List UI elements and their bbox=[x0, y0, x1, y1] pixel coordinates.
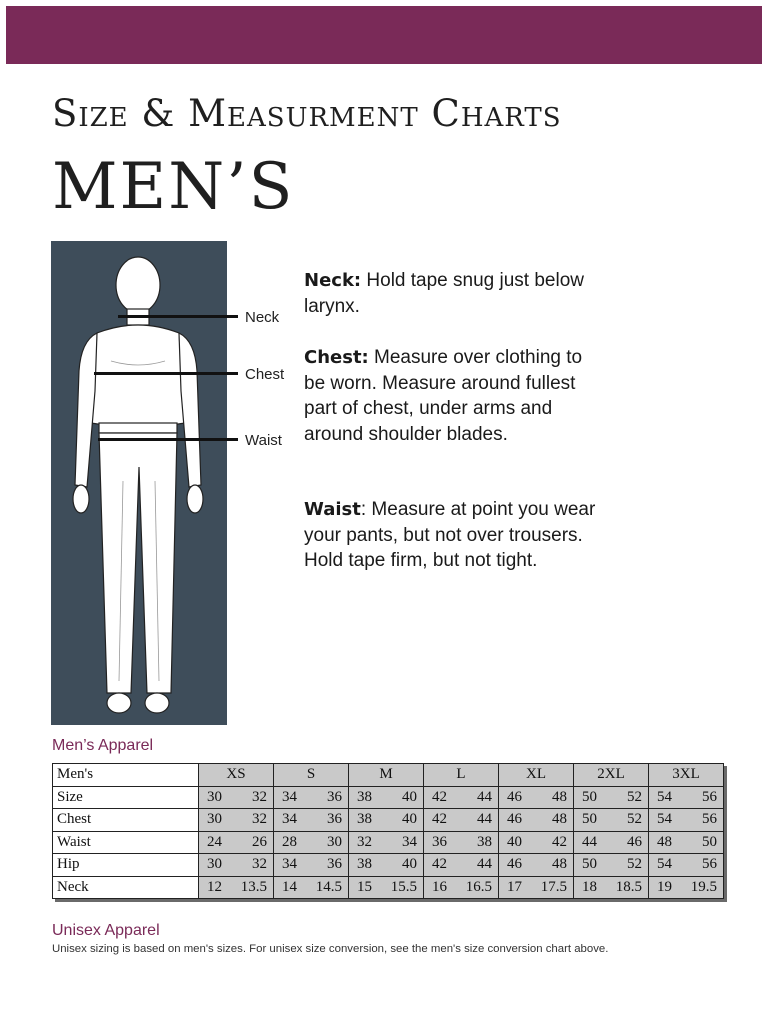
table-cell bbox=[199, 831, 274, 854]
table-cell bbox=[499, 786, 574, 809]
value-low: 42 bbox=[432, 856, 447, 873]
value-low: 40 bbox=[507, 833, 522, 850]
table-cell bbox=[274, 809, 349, 832]
value-high: 56 bbox=[702, 856, 717, 873]
value-pair bbox=[499, 856, 573, 873]
table-cell bbox=[574, 831, 649, 854]
table-cell bbox=[349, 809, 424, 832]
table-cell bbox=[574, 876, 649, 899]
value-pair bbox=[199, 811, 273, 828]
table-row bbox=[53, 854, 724, 877]
value-high: 40 bbox=[402, 856, 417, 873]
value-pair bbox=[424, 811, 498, 828]
neck-term: Neck: bbox=[304, 270, 362, 291]
value-pair bbox=[349, 811, 423, 828]
value-low: 30 bbox=[207, 811, 222, 828]
table-cell bbox=[349, 854, 424, 877]
table-row bbox=[53, 786, 724, 809]
value-pair bbox=[574, 834, 648, 851]
value-pair bbox=[499, 834, 573, 851]
table-cell bbox=[574, 854, 649, 877]
value-high: 48 bbox=[552, 811, 567, 828]
table-header-row bbox=[53, 764, 724, 787]
value-low: 46 bbox=[507, 856, 522, 873]
waist-measure-line bbox=[98, 438, 238, 441]
value-high: 50 bbox=[702, 833, 717, 850]
value-pair bbox=[649, 789, 723, 806]
value-high: 48 bbox=[552, 788, 567, 805]
value-pair bbox=[649, 811, 723, 828]
value-low: 12 bbox=[207, 878, 222, 895]
value-high: 32 bbox=[252, 788, 267, 805]
value-high: 44 bbox=[477, 811, 492, 828]
value-low: 15 bbox=[357, 878, 372, 895]
waist-colon: : bbox=[360, 499, 367, 520]
value-high: 52 bbox=[627, 811, 642, 828]
value-high: 52 bbox=[627, 788, 642, 805]
size-header-xs: XS bbox=[199, 764, 274, 787]
value-high: 46 bbox=[627, 833, 642, 850]
size-header-s: S bbox=[274, 764, 349, 787]
value-pair bbox=[499, 789, 573, 806]
value-pair bbox=[349, 789, 423, 806]
table-cell bbox=[349, 831, 424, 854]
value-high: 42 bbox=[552, 833, 567, 850]
table-row bbox=[53, 831, 724, 854]
row-label: Size bbox=[53, 786, 199, 809]
value-pair bbox=[274, 834, 348, 851]
table-cell bbox=[574, 786, 649, 809]
value-high: 30 bbox=[327, 833, 342, 850]
row-label: Neck bbox=[53, 876, 199, 899]
value-pair bbox=[199, 789, 273, 806]
value-low: 38 bbox=[357, 811, 372, 828]
value-high: 19.5 bbox=[690, 878, 717, 895]
value-low: 50 bbox=[582, 788, 597, 805]
value-low: 30 bbox=[207, 788, 222, 805]
table-cell bbox=[499, 809, 574, 832]
value-pair bbox=[574, 789, 648, 806]
table-cell bbox=[499, 854, 574, 877]
value-high: 32 bbox=[252, 811, 267, 828]
table-cell bbox=[649, 854, 724, 877]
value-low: 19 bbox=[657, 878, 672, 895]
value-pair bbox=[499, 879, 573, 896]
unisex-note: Unisex sizing is based on men's sizes. For unisex size conversion, see the men's size conversion chart above. bbox=[52, 943, 609, 955]
unisex-apparel-title: Unisex Apparel bbox=[52, 922, 160, 939]
table-cell bbox=[574, 809, 649, 832]
table-row bbox=[53, 876, 724, 899]
table-cell bbox=[274, 786, 349, 809]
row-label: Waist bbox=[53, 831, 199, 854]
chest-text: Measure over clothing to be worn. Measure around fullest part of chest, under arms and around shoulder blades. bbox=[304, 347, 583, 445]
value-pair bbox=[574, 856, 648, 873]
value-low: 24 bbox=[207, 833, 222, 850]
value-low: 34 bbox=[282, 788, 297, 805]
table-cell bbox=[424, 854, 499, 877]
chest-description bbox=[304, 345, 604, 447]
value-low: 34 bbox=[282, 811, 297, 828]
value-pair bbox=[574, 879, 648, 896]
table-cell bbox=[349, 786, 424, 809]
value-low: 46 bbox=[507, 811, 522, 828]
value-pair bbox=[349, 834, 423, 851]
table-cell bbox=[274, 876, 349, 899]
value-high: 15.5 bbox=[390, 878, 417, 895]
waist-label: Waist bbox=[245, 432, 282, 449]
value-pair bbox=[574, 811, 648, 828]
table-cell bbox=[649, 786, 724, 809]
value-high: 56 bbox=[702, 811, 717, 828]
value-high: 56 bbox=[702, 788, 717, 805]
value-low: 30 bbox=[207, 856, 222, 873]
value-low: 42 bbox=[432, 788, 447, 805]
size-header-3xl: 3XL bbox=[649, 764, 724, 787]
value-low: 14 bbox=[282, 878, 297, 895]
header-bar bbox=[6, 6, 762, 64]
table-cell bbox=[499, 876, 574, 899]
value-pair bbox=[199, 834, 273, 851]
table-cell bbox=[649, 831, 724, 854]
value-high: 26 bbox=[252, 833, 267, 850]
size-header-2xl: 2XL bbox=[574, 764, 649, 787]
value-low: 54 bbox=[657, 788, 672, 805]
value-low: 18 bbox=[582, 878, 597, 895]
value-high: 44 bbox=[477, 788, 492, 805]
value-low: 34 bbox=[282, 856, 297, 873]
neck-description bbox=[304, 268, 604, 319]
table-row bbox=[53, 809, 724, 832]
value-pair bbox=[424, 856, 498, 873]
neck-text: Hold tape snug just below larynx. bbox=[304, 270, 584, 317]
value-low: 54 bbox=[657, 856, 672, 873]
value-high: 16.5 bbox=[465, 878, 492, 895]
value-pair bbox=[499, 811, 573, 828]
size-header-m: M bbox=[349, 764, 424, 787]
table-cell bbox=[199, 876, 274, 899]
value-high: 17.5 bbox=[540, 878, 567, 895]
value-pair bbox=[274, 879, 348, 896]
table-corner: Men's bbox=[53, 764, 199, 787]
value-high: 14.5 bbox=[315, 878, 342, 895]
value-low: 28 bbox=[282, 833, 297, 850]
value-low: 17 bbox=[507, 878, 522, 895]
table-cell bbox=[649, 876, 724, 899]
table-cell bbox=[424, 876, 499, 899]
table-cell bbox=[649, 809, 724, 832]
table-cell bbox=[274, 831, 349, 854]
value-pair bbox=[424, 789, 498, 806]
value-low: 54 bbox=[657, 811, 672, 828]
table-cell bbox=[349, 876, 424, 899]
value-low: 50 bbox=[582, 856, 597, 873]
value-pair bbox=[424, 834, 498, 851]
measurement-figure bbox=[51, 241, 227, 725]
value-low: 44 bbox=[582, 833, 597, 850]
value-high: 40 bbox=[402, 811, 417, 828]
table-cell bbox=[199, 809, 274, 832]
value-low: 38 bbox=[357, 788, 372, 805]
value-pair bbox=[274, 856, 348, 873]
waist-text: Measure at point you wear your pants, but not over trousers. Hold tape firm, but not tight. bbox=[304, 499, 596, 571]
value-low: 36 bbox=[432, 833, 447, 850]
value-pair bbox=[199, 856, 273, 873]
value-high: 13.5 bbox=[240, 878, 267, 895]
value-low: 38 bbox=[357, 856, 372, 873]
value-high: 32 bbox=[252, 856, 267, 873]
neck-measure-line bbox=[118, 315, 238, 318]
value-high: 44 bbox=[477, 856, 492, 873]
table-cell bbox=[424, 831, 499, 854]
mens-apparel-title: Men’s Apparel bbox=[52, 737, 154, 754]
row-label: Hip bbox=[53, 854, 199, 877]
value-pair bbox=[649, 834, 723, 851]
waist-description bbox=[304, 497, 604, 574]
value-pair bbox=[349, 879, 423, 896]
table-cell bbox=[499, 831, 574, 854]
value-high: 36 bbox=[327, 811, 342, 828]
chest-label: Chest bbox=[245, 366, 285, 383]
value-low: 16 bbox=[432, 878, 447, 895]
chest-measure-line bbox=[94, 372, 238, 375]
value-high: 34 bbox=[402, 833, 417, 850]
table-cell bbox=[274, 854, 349, 877]
value-low: 48 bbox=[657, 833, 672, 850]
value-high: 48 bbox=[552, 856, 567, 873]
size-header-xl: XL bbox=[499, 764, 574, 787]
chest-term: Chest: bbox=[304, 347, 369, 368]
row-label: Chest bbox=[53, 809, 199, 832]
value-low: 50 bbox=[582, 811, 597, 828]
mens-size-table bbox=[52, 763, 724, 899]
value-low: 32 bbox=[357, 833, 372, 850]
table-cell bbox=[199, 854, 274, 877]
value-high: 36 bbox=[327, 856, 342, 873]
value-high: 52 bbox=[627, 856, 642, 873]
value-pair bbox=[349, 856, 423, 873]
table-cell bbox=[199, 786, 274, 809]
value-pair bbox=[274, 811, 348, 828]
value-low: 42 bbox=[432, 811, 447, 828]
table-cell bbox=[424, 786, 499, 809]
page-title: Size & Measurment Charts bbox=[52, 92, 562, 135]
value-high: 38 bbox=[477, 833, 492, 850]
man-silhouette-illustration bbox=[51, 241, 227, 725]
value-high: 18.5 bbox=[615, 878, 642, 895]
page-subtitle: MEN’S bbox=[52, 150, 295, 224]
value-pair bbox=[199, 879, 273, 896]
neck-label: Neck bbox=[245, 309, 280, 326]
size-header-l: L bbox=[424, 764, 499, 787]
table-cell bbox=[424, 809, 499, 832]
value-high: 40 bbox=[402, 788, 417, 805]
value-high: 36 bbox=[327, 788, 342, 805]
value-pair bbox=[649, 879, 723, 896]
value-pair bbox=[649, 856, 723, 873]
waist-term: Waist bbox=[304, 499, 361, 520]
value-pair bbox=[424, 879, 498, 896]
value-pair bbox=[274, 789, 348, 806]
value-low: 46 bbox=[507, 788, 522, 805]
